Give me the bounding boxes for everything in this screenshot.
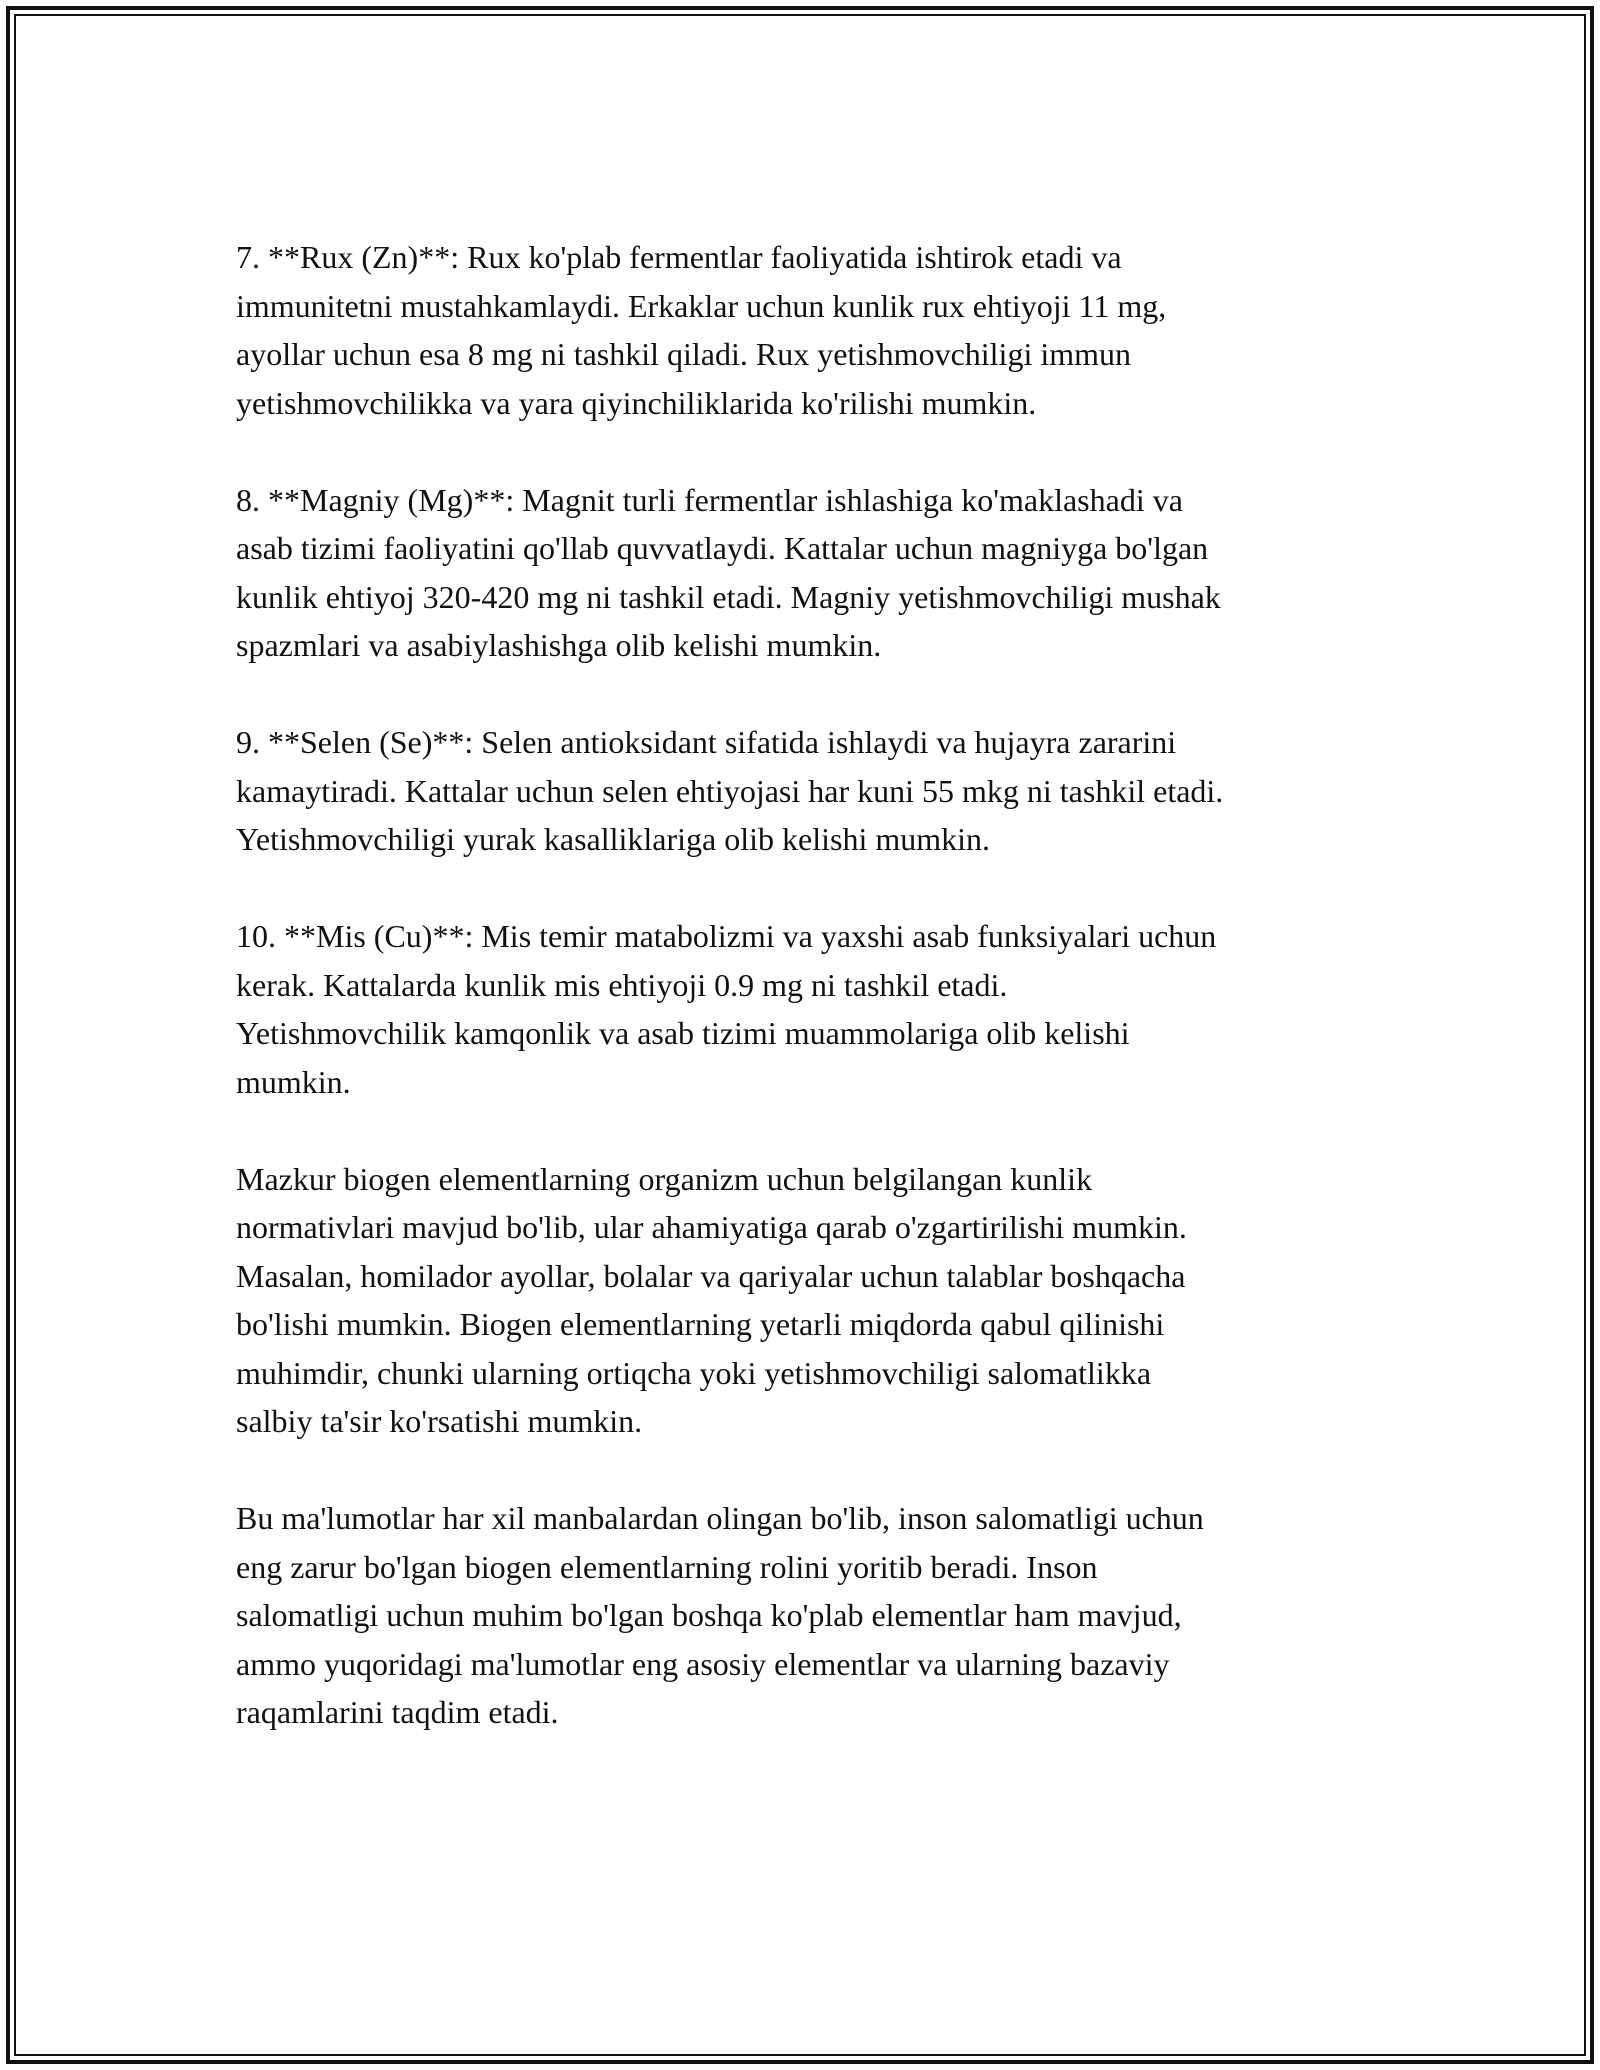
text-line: 8. **Magniy (Mg)**: Magnit turli fermentlar ishlashiga ko'maklashadi va (236, 481, 1183, 518)
text-line: salbiy ta'sir ko'rsatishi mumkin. (236, 1403, 643, 1439)
paragraph-norms (236, 1155, 1386, 1446)
text-line: normativlari mavjud bo'lib, ular ahamiyatiga qarab o'zgartirilishi mumkin. (236, 1209, 1187, 1245)
text-line: kamaytiradi. Kattalar uchun selen ehtiyojasi har kuni 55 mkg ni tashkil etadi. (236, 772, 1224, 809)
text-line: bo'lishi mumkin. Biogen elementlarning yetarli miqdorda qabul qilinishi (236, 1306, 1165, 1342)
paragraph-copper (236, 912, 1386, 1106)
text-line: Yetishmovchilik kamqonlik va asab tizimi muammolariga olib kelishi (236, 1015, 1130, 1051)
text-line: 10. **Mis (Cu)**: Mis temir matabolizmi va yaxshi asab funksiyalari uchun (236, 918, 1217, 954)
text-line: 7. **Rux (Zn)**: Rux ko'plab fermentlar faoliyatida ishtirok etadi va (236, 239, 1122, 275)
paragraph-conclusion (236, 1494, 1386, 1737)
text-line: spazmlari va asabiylashishga olib kelishi mumkin. (236, 627, 882, 663)
text-line: immunitetni mustahkamlaydi. Erkaklar uchun kunlik rux ehtiyoji 11 mg, (236, 287, 1167, 324)
text-line: Mazkur biogen elementlarning organizm uchun belgilangan kunlik (236, 1160, 1093, 1197)
text-line: 9. **Selen (Se)**: Selen antioksidant sifatida ishlaydi va hujayra zararini (236, 724, 1177, 760)
text-line: mumkin. (236, 1063, 351, 1100)
text-line: ayollar uchun esa 8 mg ni tashkil qiladi. Rux yetishmovchiligi immun (236, 336, 1131, 372)
text-line: asab tizimi faoliyatini qo'llab quvvatlaydi. Kattalar uchun magniyga bo'lgan (236, 530, 1209, 566)
text-line: ammo yuqoridagi ma'lumotlar eng asosiy elementlar va ularning bazaviy (236, 1645, 1170, 1682)
paragraph-magnesium (236, 476, 1386, 670)
text-line: kunlik ehtiyoj 320-420 mg ni tashkil etadi. Magniy yetishmovchiligi mushak (236, 578, 1221, 615)
paragraph-zinc (236, 233, 1386, 427)
paragraph-selenium (236, 718, 1386, 864)
document-body (236, 233, 1386, 1737)
text-line: Yetishmovchiligi yurak kasalliklariga olib kelishi mumkin. (236, 821, 991, 857)
text-line: raqamlarini taqdim etadi. (236, 1694, 559, 1730)
text-line: kerak. Kattalarda kunlik mis ehtiyoji 0.9 mg ni tashkil etadi. (236, 966, 1008, 1003)
text-line: eng zarur bo'lgan biogen elementlarning rolini yoritib beradi. Inson (236, 1548, 1098, 1585)
text-line: muhimdir, chunki ularning ortiqcha yoki yetishmovchiligi salomatlikka (236, 1354, 1152, 1391)
text-line: Masalan, homilador ayollar, bolalar va qariyalar uchun talablar boshqacha (236, 1257, 1186, 1294)
text-line: Bu ma'lumotlar har xil manbalardan olingan bo'lib, inson salomatligi uchun (236, 1500, 1204, 1536)
text-line: yetishmovchilikka va yara qiyinchiliklarida ko'rilishi mumkin. (236, 384, 1037, 421)
text-line: salomatligi uchun muhim bo'lgan boshqa ko'plab elementlar ham mavjud, (236, 1597, 1182, 1633)
